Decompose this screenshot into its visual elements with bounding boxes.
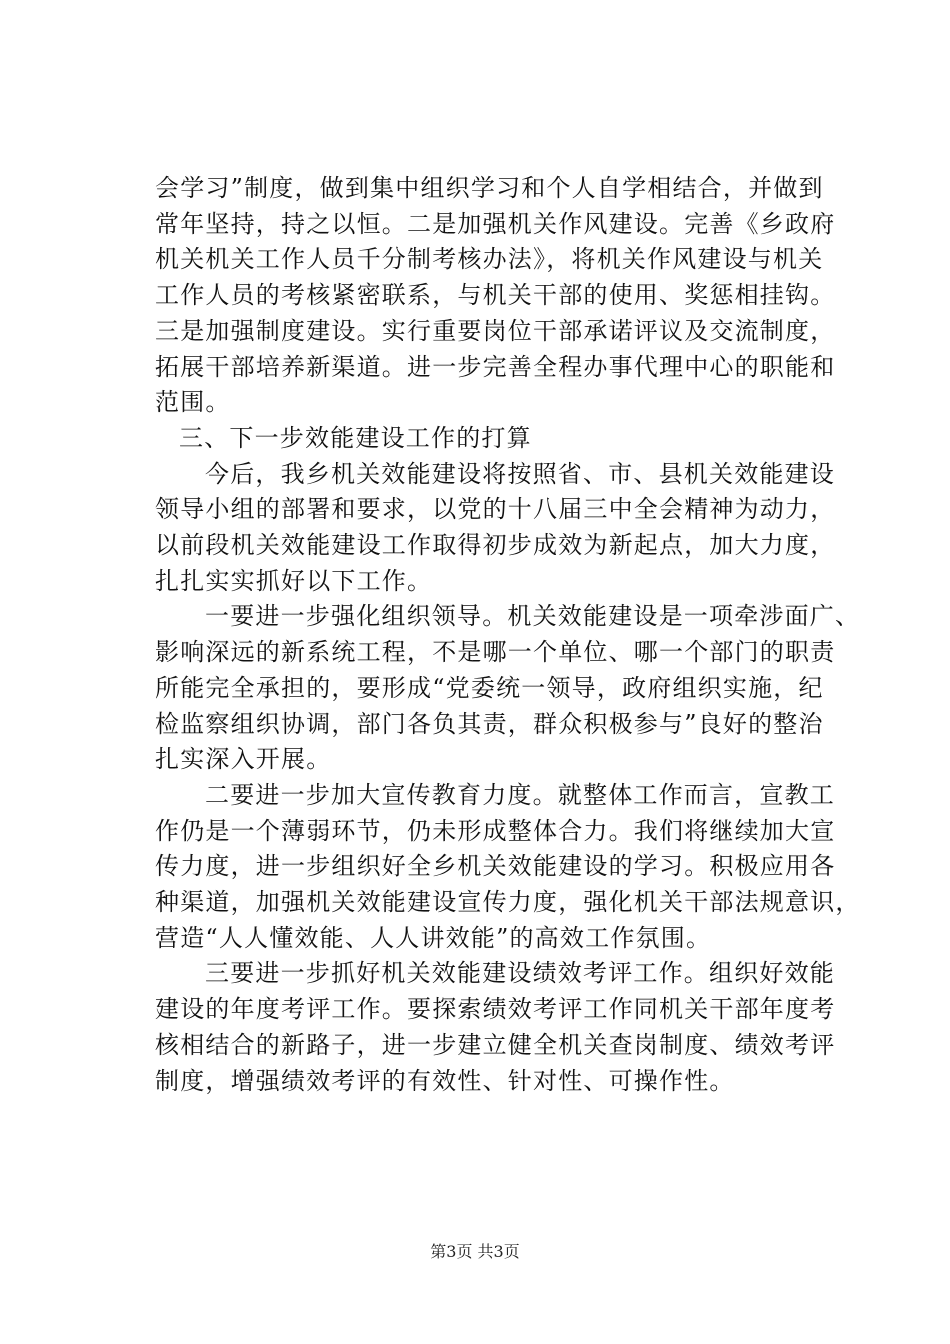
- paragraph-continuation: [155, 171, 835, 421]
- page-number-label: 第3页 共3页: [430, 1242, 520, 1261]
- text-line: 拓展干部培养新渠道。进一步完善全程办事代理中心的职能和: [155, 352, 836, 381]
- text-line: 传力度，进一步组织好全乡机关效能建设的学习。积极应用各: [155, 852, 836, 881]
- text-line: 三要进一步抓好机关效能建设绩效考评工作。组织好效能: [205, 959, 835, 988]
- text-line: 二要进一步加大宣传教育力度。就整体工作而言，宣教工: [205, 780, 835, 809]
- text-line: 领导小组的部署和要求，以党的十八届三中全会精神为动力，: [155, 495, 836, 524]
- page-footer: [0, 1241, 950, 1263]
- text-line: 建设的年度考评工作。要探索绩效考评工作同机关干部年度考: [155, 995, 836, 1024]
- section-heading-text: 三、下一步效能建设工作的打算: [179, 423, 532, 452]
- text-line: 扎实深入开展。: [155, 745, 332, 774]
- text-line: 扎扎实实抓好以下工作。: [155, 566, 433, 595]
- paragraph-item-two: [155, 778, 861, 957]
- text-line: 种渠道，加强机关效能建设宣传力度，强化机关干部法规意识，: [155, 888, 861, 917]
- text-line: 一要进一步强化组织领导。机关效能建设是一项牵涉面广、: [205, 602, 861, 631]
- document-body: [155, 171, 861, 1099]
- text-line: 范围。: [155, 388, 231, 417]
- paragraph-plan-intro: [155, 457, 835, 600]
- text-line: 三是加强制度建设。实行重要岗位干部承诺评议及交流制度，: [155, 316, 836, 345]
- text-line: 所能完全承担的，要形成“党委统一领导，政府组织实施，纪: [155, 673, 824, 702]
- text-line: 营造“人人懂效能、人人讲效能”的高效工作氛围。: [155, 923, 712, 952]
- text-line: 常年坚持，持之以恒。二是加强机关作风建设。完善《乡政府: [155, 209, 836, 238]
- text-line: 检监察组织协调，部门各负其责，群众积极参与”良好的整治: [155, 709, 824, 738]
- text-line: 制度，增强绩效考评的有效性、针对性、可操作性。: [155, 1066, 735, 1095]
- section-heading: [155, 421, 835, 457]
- text-line: 核相结合的新路子，进一步建立健全机关查岗制度、绩效考评: [155, 1030, 836, 1059]
- paragraph-item-one: [155, 599, 861, 778]
- text-line: 作仍是一个薄弱环节，仍未形成整体合力。我们将继续加大宣: [155, 816, 836, 845]
- text-line: 以前段机关效能建设工作取得初步成效为新起点，加大力度，: [155, 531, 836, 560]
- text-line: 会学习”制度，做到集中组织学习和个人自学相结合，并做到: [155, 174, 824, 202]
- text-line: 影响深远的新系统工程，不是哪一个单位、哪一个部门的职责: [155, 638, 836, 667]
- text-line: 机关机关工作人员千分制考核办法》，将机关作风建设与机关: [155, 245, 824, 274]
- text-line: 今后，我乡机关效能建设将按照省、市、县机关效能建设: [205, 459, 835, 488]
- paragraph-item-three: [155, 956, 835, 1099]
- text-line: 工作人员的考核紧密联系，与机关干部的使用、奖惩相挂钩。: [155, 281, 836, 310]
